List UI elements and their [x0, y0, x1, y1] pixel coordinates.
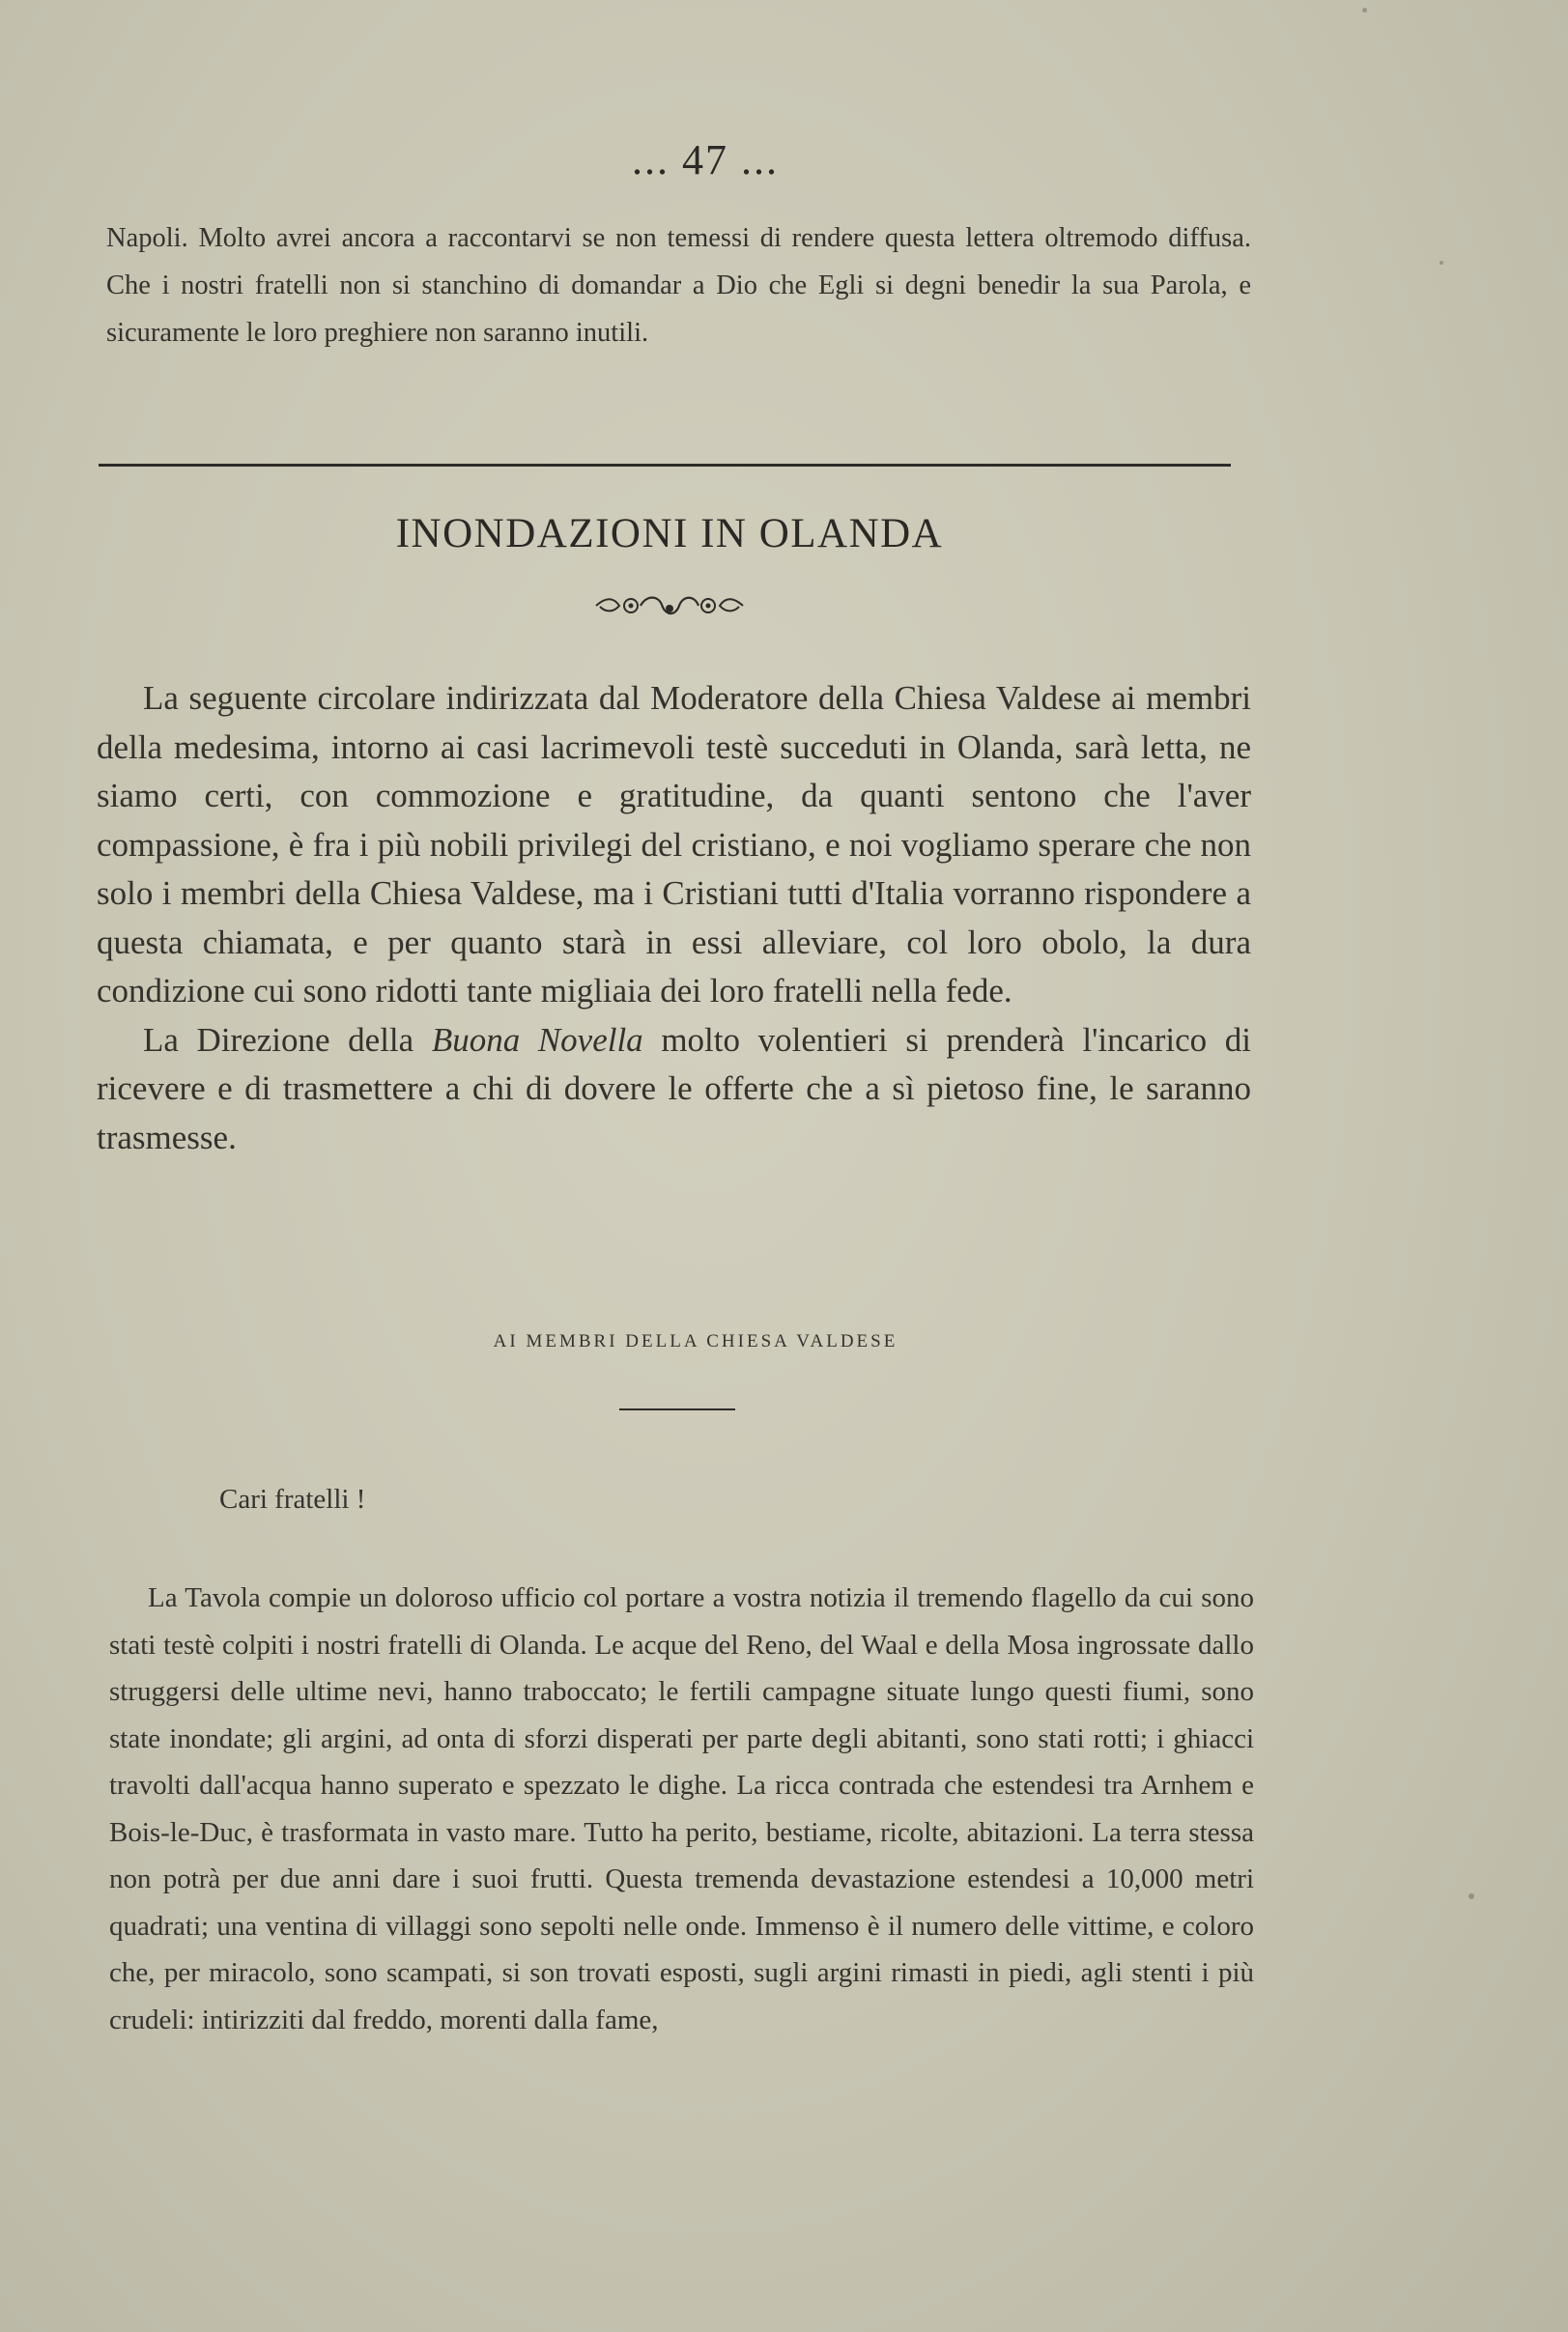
paper-speck — [1362, 8, 1367, 13]
letter-body — [109, 1575, 1254, 2043]
intro-paragraph-2 — [97, 1016, 1251, 1163]
intro-paragraph-1: La seguente circolare indirizzata dal Moderatore della Chiesa Valdese ai membri della medesima, intorno ai casi lacrimevoli testè succeduti in Olanda, sarà letta, ne siamo certi, con commozione e gratitudine, da quanti sentono che l'aver compassione, è fra i più nobili privilegi del cristiano, e noi vogliamo sperare che non solo i membri della Chiesa Valdese, ma i Cristiani tutti d'Italia vorranno rispondere a questa chiamata, e per quanto starà in essi alleviare, col loro obolo, la dura condizione cui sono ridotti tante migliaia dei loro fratelli nella fede. — [97, 679, 1251, 1010]
page-number: ... 47 ... — [632, 136, 779, 184]
short-divider-rule — [619, 1408, 735, 1410]
introductory-note — [97, 674, 1251, 1162]
letter-paragraph: La Tavola compie un doloroso ufficio col portare a vostra notizia il tremendo flagello da cui sono stati testè colpiti i nostri fratelli di Olanda. Le acque del Reno, del Waal e della Mosa ingrossate dallo struggersi delle ultime nevi, hanno traboccato; le fertili campagne situate lungo questi fiumi, sono state inondate; gli argini, ad onta di sforzi disperati per parte degli abitanti, sono stati rotti; i ghiacci travolti dall'acqua hanno superato e spezzato le dighe. La ricca contrada che estendesi tra Arnhem e Bois-le-Duc, è trasformata in vasto mare. Tutto ha perito, bestiame, ricolte, abitazioni. La terra stessa non potrà per due anni dare i suoi frutti. Questa tremenda devastazione estendesi a 10,000 metri quadrati; una ventina di villaggi sono sepolti nelle onde. Immenso è il numero delle vittime, e coloro che, per miracolo, sono scampati, si son trovati esposti, sugli argini rimasti in piedi, agli stenti i più crudeli: intirizziti dal freddo, morenti dalla fame, — [109, 1582, 1254, 2035]
section-divider-rule — [99, 464, 1231, 467]
intro-paragraph-2-start: La Direzione della — [143, 1020, 432, 1059]
letter-salutation: Cari fratelli ! — [219, 1484, 366, 1515]
paper-speck — [1468, 1893, 1474, 1899]
previous-article-paragraph: Napoli. Molto avrei ancora a raccontarvi se non temessi di rendere questa lettera oltremodo diffusa. Che i nostri fratelli non si stanchino di domandar a Dio che Egli si degni benedir la sua Parola, e sicuramente le loro preghiere non saranno inutili. — [106, 223, 1251, 348]
newspaper-title: Buona Novella — [431, 1020, 643, 1059]
previous-article-ending — [106, 214, 1251, 356]
intro-paragraph-2-end: molto volentieri si prenderà l'incarico di ricevere e di trasmettere a chi di dovere le offerte che a sì pietoso fine, le saranno trasmesse. — [97, 1020, 1251, 1156]
paper-speck — [1440, 261, 1443, 265]
section-title: INONDAZIONI IN OLANDA — [395, 511, 944, 556]
letter-heading: AI MEMBRI DELLA CHIESA VALDESE — [493, 1331, 898, 1351]
floral-ornament-icon — [592, 589, 747, 622]
